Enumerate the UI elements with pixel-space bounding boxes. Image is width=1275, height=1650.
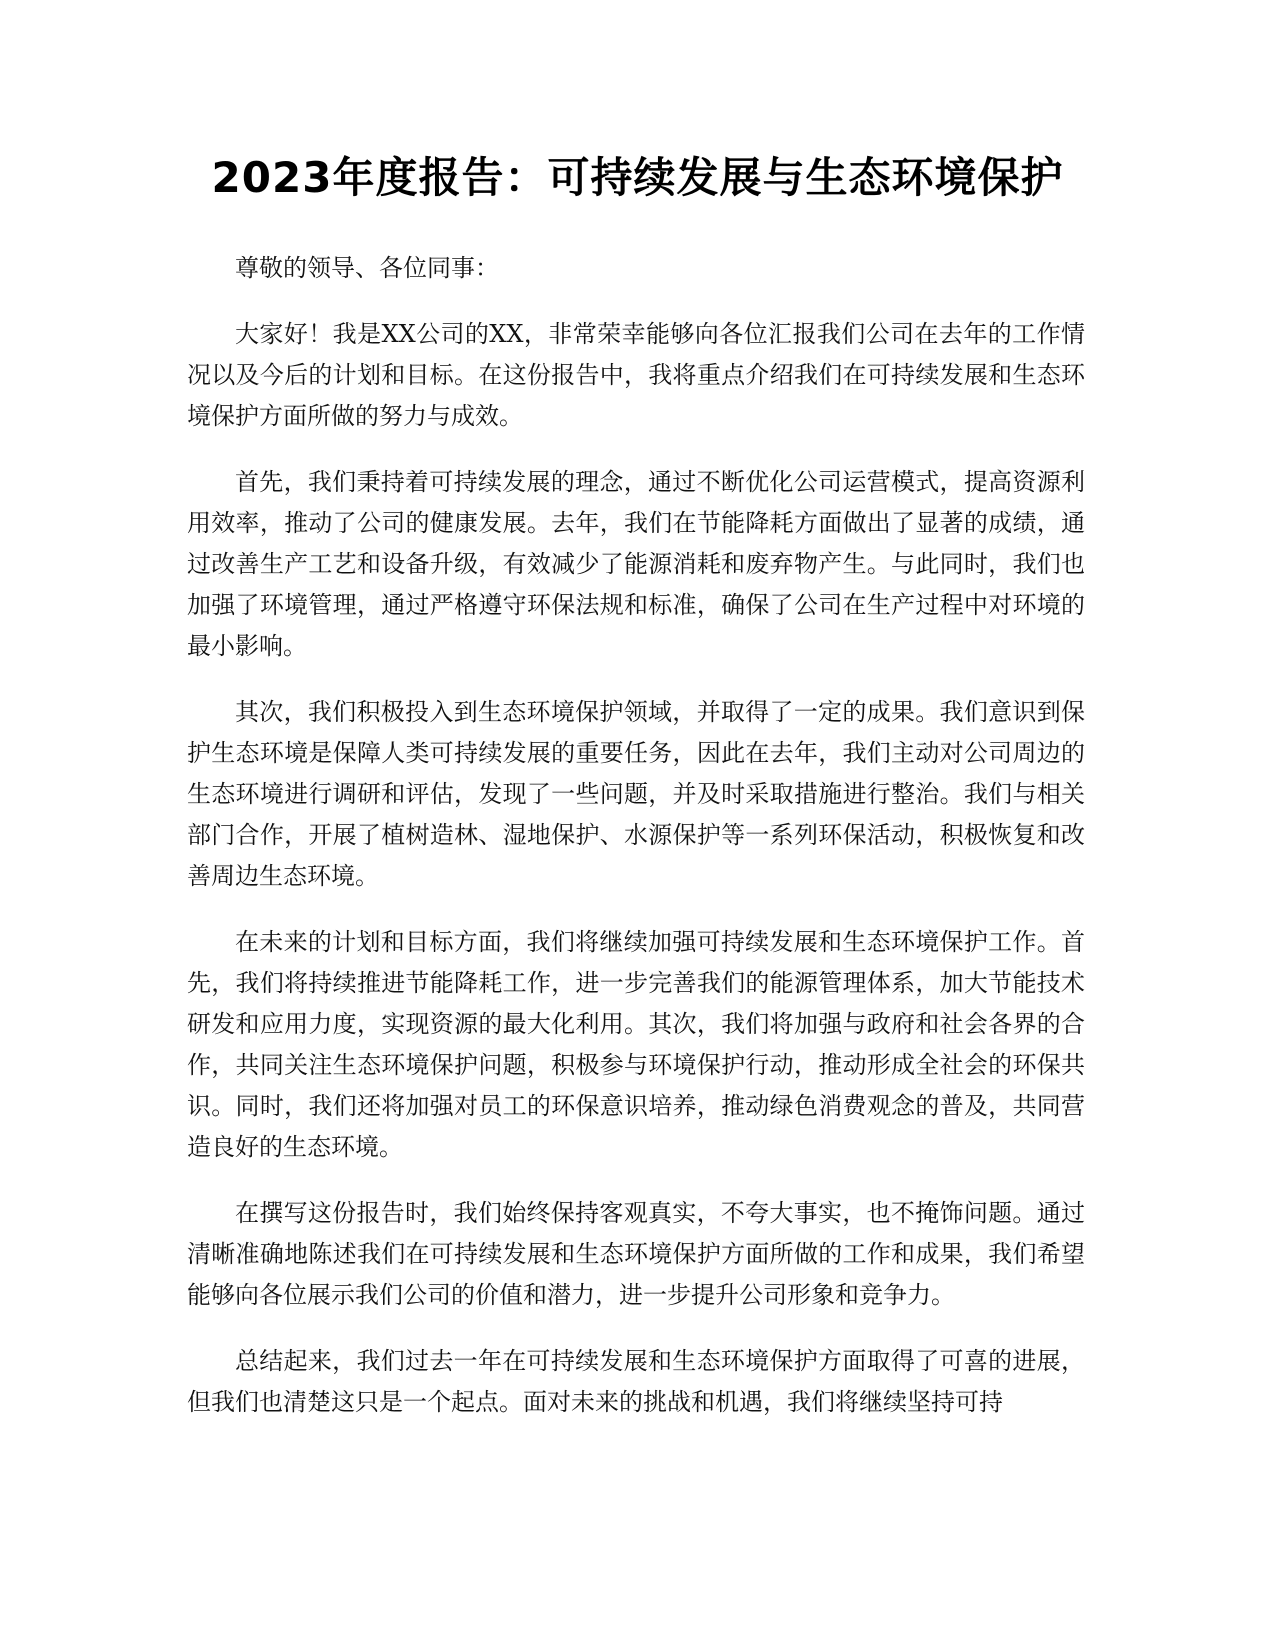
paragraph-summary: 总结起来，我们过去一年在可持续发展和生态环境保护方面取得了可喜的进展，但我们也清楚这只是一个起点。面对未来的挑战和机遇，我们将继续坚持可持 [187, 1347, 1085, 1416]
document-title: 2023年度报告：可持续发展与生态环境保护 [211, 153, 1064, 202]
paragraph-sustainability: 首先，我们秉持着可持续发展的理念，通过不断优化公司运营模式，提高资源利用效率，推动了公司的健康发展。去年，我们在节能降耗方面做出了显著的成绩，通过改善生产工艺和设备升级，有效减少了能源消耗和废弃物产生。与此同时，我们也加强了环境管理，通过严格遵守环保法规和标准，确保了公司在生产过程中对环境的最小影响。 [187, 468, 1085, 660]
paragraph-future-plans: 在未来的计划和目标方面，我们将继续加强可持续发展和生态环境保护工作。首先，我们将持续推进节能降耗工作，进一步完善我们的能源管理体系，加大节能技术研发和应用力度，实现资源的最大化利用。其次，我们将加强与政府和社会各界的合作，共同关注生态环境保护问题，积极参与环境保护行动，推动形成全社会的环保共识。同时，我们还将加强对员工的环保意识培养，推动绿色消费观念的普及，共同营造良好的生态环境。 [187, 928, 1085, 1161]
document-body [187, 248, 1085, 1448]
paragraph-intro: 大家好！我是XX公司的XX，非常荣幸能够向各位汇报我们公司在去年的工作情况以及今后的计划和目标。在这份报告中，我将重点介绍我们在可持续发展和生态环境保护方面所做的努力与成效。 [187, 320, 1085, 430]
paragraph-ecology: 其次，我们积极投入到生态环境保护领域，并取得了一定的成果。我们意识到保护生态环境是保障人类可持续发展的重要任务，因此在去年，我们主动对公司周边的生态环境进行调研和评估，发现了一些问题，并及时采取措施进行整治。我们与相关部门合作，开展了植树造林、湿地保护、水源保护等一系列环保活动，积极恢复和改善周边生态环境。 [187, 698, 1085, 890]
salutation: 尊敬的领导、各位同事： [235, 254, 499, 282]
paragraph-report-principles: 在撰写这份报告时，我们始终保持客观真实，不夸大事实，也不掩饰问题。通过清晰准确地陈述我们在可持续发展和生态环境保护方面所做的工作和成果，我们希望能够向各位展示我们公司的价值和潜力，进一步提升公司形象和竞争力。 [187, 1199, 1085, 1309]
